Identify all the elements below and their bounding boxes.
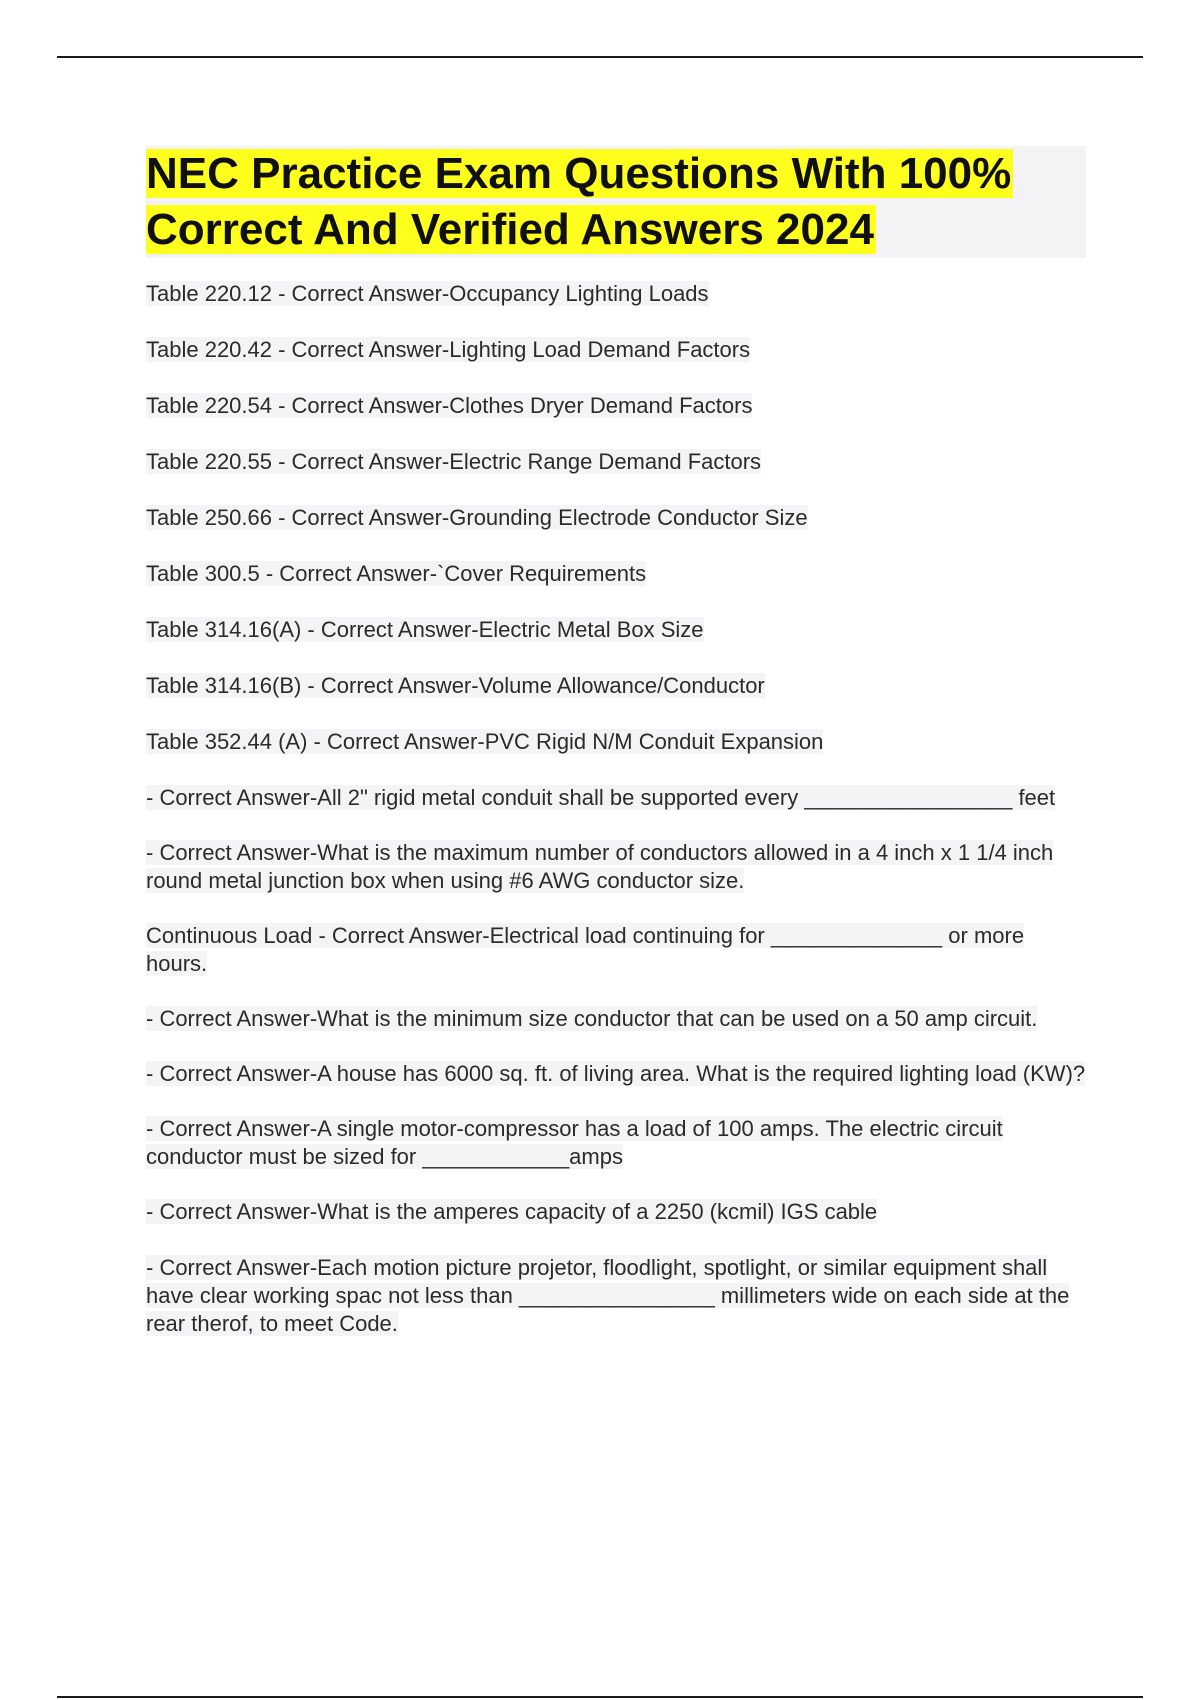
title-block <box>146 146 1086 258</box>
qa-entry: Table 314.16(A) - Correct Answer-Electric Metal Box Size <box>146 617 704 642</box>
qa-entry: Table 220.54 - Correct Answer-Clothes Dryer Demand Factors <box>146 393 753 418</box>
qa-entry: Table 352.44 (A) - Correct Answer-PVC Rigid N/M Conduit Expansion <box>146 729 824 754</box>
qa-entry: Continuous Load - Correct Answer-Electrical load continuing for ______________ or more hours. <box>146 923 1025 976</box>
qa-entry: Table 300.5 - Correct Answer-`Cover Requirements <box>146 561 647 586</box>
qa-entry: - Correct Answer-All 2" rigid metal conduit shall be supported every _________________ feet <box>146 785 1056 810</box>
footer-rule <box>57 1696 1143 1698</box>
qa-entry: Table 250.66 - Correct Answer-Grounding Electrode Conductor Size <box>146 505 808 530</box>
qa-entry: Table 220.55 - Correct Answer-Electric Range Demand Factors <box>146 449 762 474</box>
qa-entry: - Correct Answer-Each motion picture projetor, floodlight, spotlight, or similar equipment shall have clear working spac not less than ________________ millimeters wide on each side at the rear therof, to meet Code. <box>146 1255 1070 1336</box>
qa-entry: Table 314.16(B) - Correct Answer-Volume Allowance/Conductor <box>146 673 765 698</box>
qa-entry: - Correct Answer-What is the maximum number of conductors allowed in a 4 inch x 1 1/4 inch round metal junction box when using #6 AWG conductor size. <box>146 840 1054 893</box>
qa-entry: - Correct Answer-A house has 6000 sq. ft. of living area. What is the required lighting load (KW)? <box>146 1061 1086 1086</box>
qa-entry: - Correct Answer-What is the amperes capacity of a 2250 (kcmil) IGS cable <box>146 1199 878 1224</box>
header-rule <box>57 56 1143 58</box>
qa-entry: Table 220.12 - Correct Answer-Occupancy Lighting Loads <box>146 281 709 306</box>
document-title-text: NEC Practice Exam Questions With 100% Correct And Verified Answers 2024 <box>146 149 1012 254</box>
qa-entry: Table 220.42 - Correct Answer-Lighting Load Demand Factors <box>146 337 751 362</box>
qa-entry: - Correct Answer-What is the minimum size conductor that can be used on a 50 amp circuit. <box>146 1006 1038 1031</box>
document-title <box>146 146 1086 258</box>
qa-entry: - Correct Answer-A single motor-compressor has a load of 100 amps. The electric circuit conductor must be sized for ____________amps <box>146 1116 1003 1169</box>
document-body <box>146 146 1086 1365</box>
